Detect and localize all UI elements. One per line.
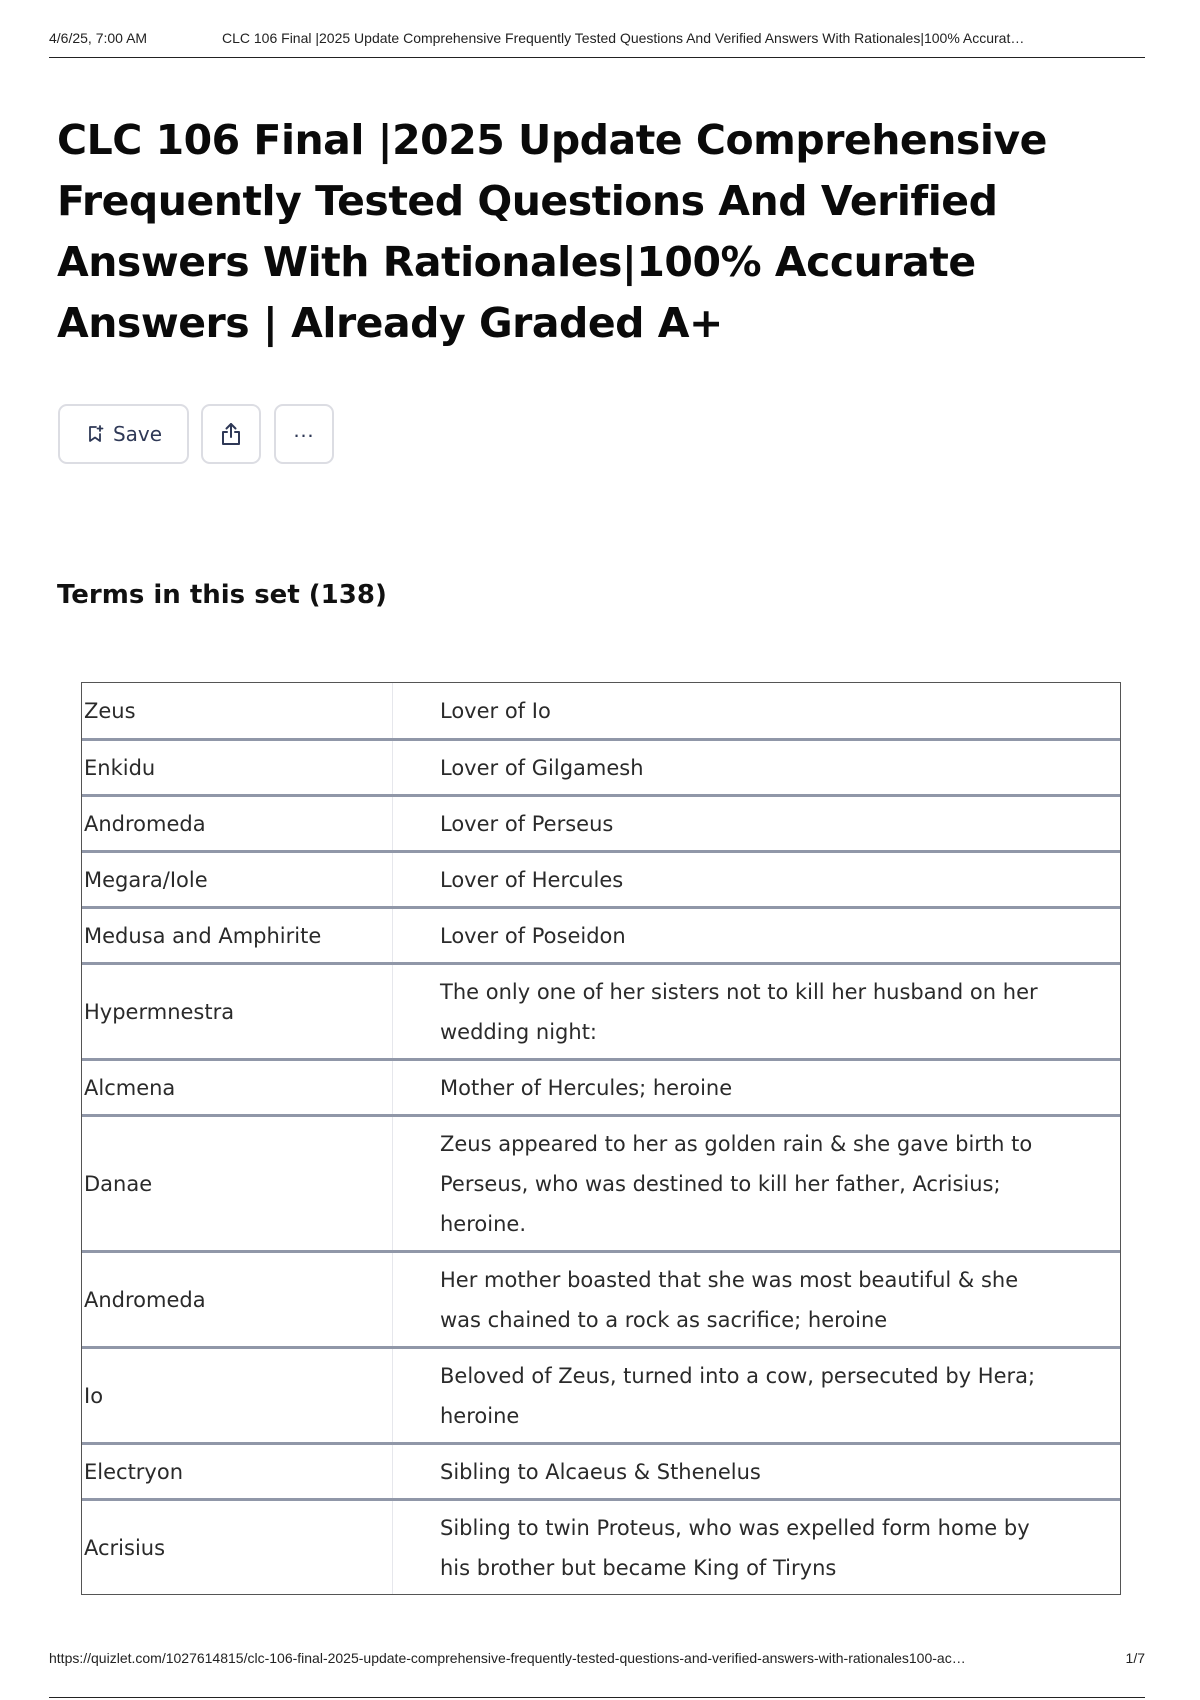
- definition-text: Lover of Hercules: [440, 867, 624, 892]
- print-header: [49, 30, 1145, 58]
- definition-text: Sibling to Alcaeus & Sthenelus: [440, 1459, 761, 1484]
- term-row: [82, 682, 1120, 738]
- definition-text: Lover of Poseidon: [440, 923, 626, 948]
- term-text: Medusa and Amphirite: [82, 909, 393, 962]
- term-row: [82, 962, 1120, 1058]
- term-text: Hypermnestra: [82, 965, 393, 1058]
- term-row: [82, 738, 1120, 794]
- term-row: [82, 1250, 1120, 1346]
- definition-text: Her mother boasted that she was most beautiful & she was chained to a rock as sacrifice; heroine: [440, 1267, 1019, 1332]
- more-options-button[interactable]: [274, 404, 334, 464]
- definition-text: Mother of Hercules; heroine: [440, 1075, 733, 1100]
- share-icon: [219, 421, 243, 447]
- term-row: [82, 906, 1120, 962]
- term-text: Zeus: [82, 683, 393, 738]
- page-title: CLC 106 Final |2025 Update Comprehensive Frequently Tested Questions And Verified Answers With Rationales|100% Accurate Answers | Already Graded A+: [57, 116, 1047, 347]
- save-button[interactable]: [58, 404, 189, 464]
- term-row: [82, 850, 1120, 906]
- term-row: [82, 1114, 1120, 1250]
- definition-text: Sibling to twin Proteus, who was expelled form home by his brother but became King of Tiryns: [440, 1515, 1030, 1580]
- print-page-number: 1/7: [1125, 1650, 1145, 1666]
- definition-text: Lover of Gilgamesh: [440, 755, 644, 780]
- term-text: Io: [82, 1349, 393, 1442]
- term-text: Alcmena: [82, 1061, 393, 1114]
- save-button-label: Save: [112, 422, 163, 446]
- definition-text: The only one of her sisters not to kill her husband on her wedding night:: [440, 979, 1038, 1044]
- term-text: Enkidu: [82, 741, 393, 794]
- term-text: Electryon: [82, 1445, 393, 1498]
- print-page-title: CLC 106 Final |2025 Update Comprehensive Frequently Tested Questions And Verified Answers With Rationales|100% Accurat…: [222, 30, 1025, 46]
- term-text: Andromeda: [82, 797, 393, 850]
- term-row: [82, 1346, 1120, 1442]
- terms-heading: Terms in this set (138): [57, 580, 387, 610]
- share-button[interactable]: [201, 404, 261, 464]
- bookmark-add-icon: [85, 424, 105, 444]
- definition-text: Beloved of Zeus, turned into a cow, persecuted by Hera; heroine: [440, 1363, 1036, 1428]
- term-row: [82, 794, 1120, 850]
- print-date: 4/6/25, 7:00 AM: [49, 30, 148, 46]
- more-horizontal-icon: …: [292, 417, 316, 442]
- term-text: Andromeda: [82, 1253, 393, 1346]
- term-row: [82, 1498, 1120, 1594]
- term-text: Megara/Iole: [82, 853, 393, 906]
- term-row: [82, 1442, 1120, 1498]
- terms-table: [81, 682, 1121, 1595]
- term-text: Danae: [82, 1117, 393, 1250]
- print-footer: [49, 1650, 1145, 1698]
- term-row: [82, 1058, 1120, 1114]
- definition-text: Lover of Io: [440, 698, 551, 723]
- definition-text: Lover of Perseus: [440, 811, 614, 836]
- term-text: Acrisius: [82, 1501, 393, 1594]
- definition-text: Zeus appeared to her as golden rain & she gave birth to Perseus, who was destined to kill her father, Acrisius; heroine.: [440, 1131, 1033, 1236]
- print-url: https://quizlet.com/1027614815/clc-106-final-2025-update-comprehensive-frequently-tested-questions-and-verified-answers-with-rationales100-ac…: [49, 1650, 966, 1666]
